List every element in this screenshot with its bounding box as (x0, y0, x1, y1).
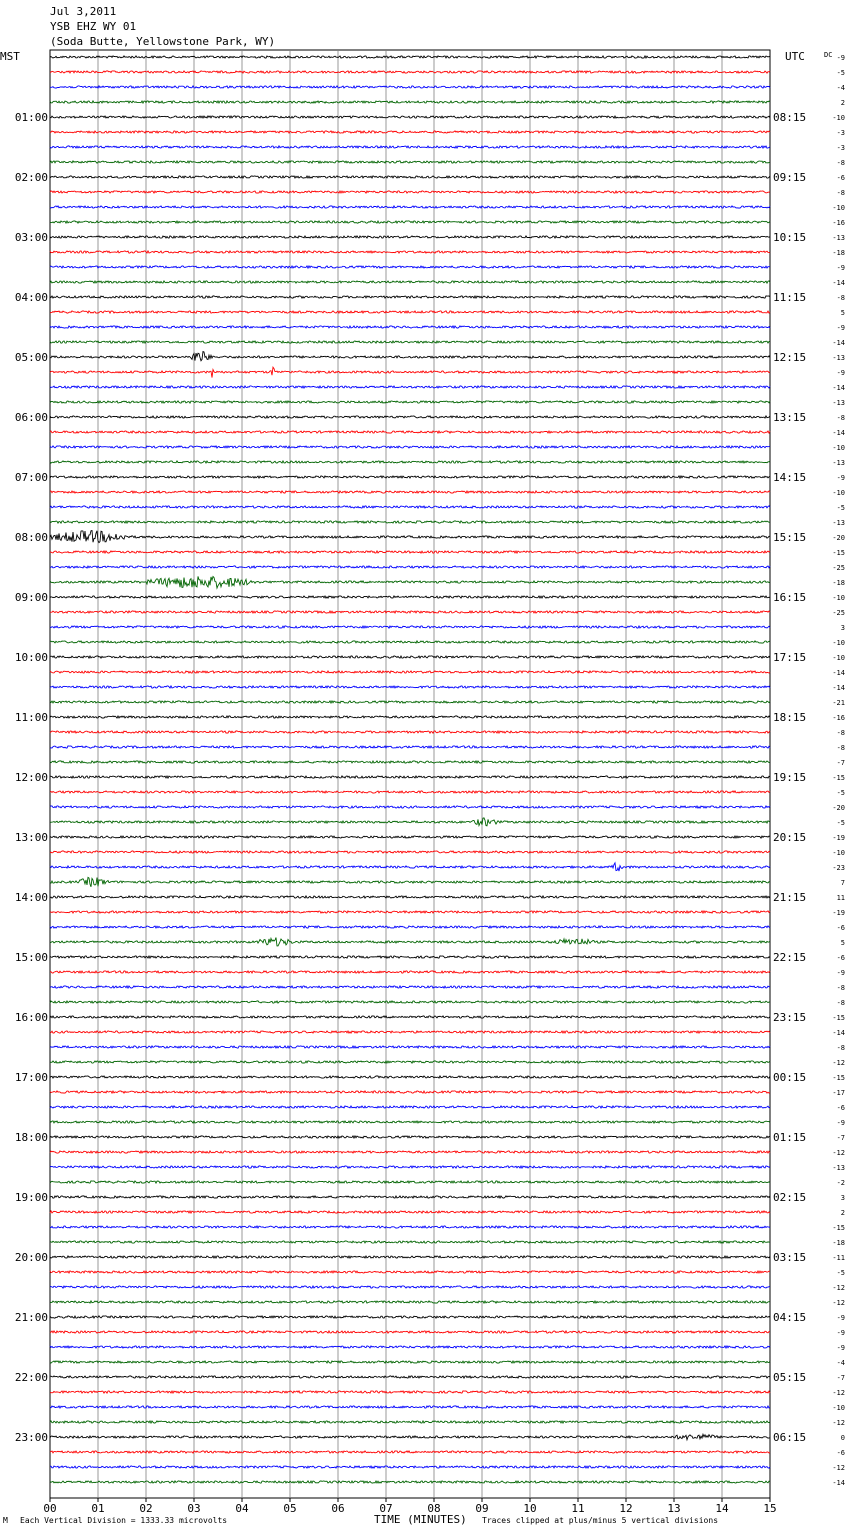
dc-offset-label: -12 (832, 1284, 845, 1292)
seismic-trace (50, 971, 770, 973)
mst-hour-label: 15:00 (14, 951, 48, 964)
dc-offset-label: -7 (836, 1134, 845, 1142)
dc-offset-label: -5 (836, 504, 845, 512)
dc-offset-label: -11 (832, 1254, 845, 1262)
utc-hour-label: 12:15 (773, 351, 807, 364)
dc-offset-label: -9 (836, 369, 845, 377)
dc-offset-label: -2 (836, 1179, 845, 1187)
dc-offset-label: -3 (836, 129, 845, 137)
station-location: (Soda Butte, Yellowstone Park, WY) (50, 35, 276, 48)
utc-hour-label: 23:15 (773, 1011, 807, 1024)
dc-offset-label: -8 (836, 189, 845, 197)
mst-hour-label: 13:00 (14, 831, 48, 844)
seismic-trace (50, 1046, 770, 1048)
dc-offset-label: -14 (832, 1479, 845, 1487)
mst-hour-label: 12:00 (14, 771, 48, 784)
seismic-trace (50, 1406, 770, 1408)
dc-offset-label: -5 (836, 789, 845, 797)
seismic-trace (50, 671, 770, 673)
dc-offset-label: -8 (836, 159, 845, 167)
seismic-trace (50, 116, 770, 118)
dc-axis-title: DC (824, 51, 833, 59)
seismic-trace (50, 926, 770, 928)
dc-offset-label: -8 (836, 744, 845, 752)
seismic-trace (50, 296, 770, 298)
seismic-trace (50, 596, 770, 598)
dc-offset-label: -13 (832, 354, 845, 362)
mst-hour-label: 21:00 (14, 1311, 48, 1324)
clip-note: Traces clipped at plus/minus 5 vertical divisions (482, 1516, 719, 1525)
dc-offset-label: -9 (836, 1119, 845, 1127)
seismic-trace (50, 476, 770, 478)
dc-offset-label: -21 (832, 699, 845, 707)
dc-offset-label: 5 (840, 309, 845, 317)
seismic-trace (50, 1434, 770, 1439)
dc-offset-label: -9 (836, 264, 845, 272)
seismic-trace (50, 686, 770, 688)
dc-offset-label: -23 (832, 864, 845, 872)
seismic-trace (50, 1166, 770, 1168)
mst-hour-label: 18:00 (14, 1131, 48, 1144)
utc-hour-label: 18:15 (773, 711, 807, 724)
seismic-trace (50, 352, 770, 361)
dc-offset-label: -6 (836, 924, 845, 932)
chart-date: Jul 3,2011 (50, 5, 117, 18)
x-axis-title: TIME (MINUTES) (374, 1513, 467, 1526)
mst-hour-label: 05:00 (14, 351, 48, 364)
x-tick-label: 05 (283, 1502, 297, 1515)
dc-offset-label: -10 (832, 1404, 845, 1412)
dc-offset-label: 5 (840, 939, 845, 947)
utc-hour-label: 03:15 (773, 1251, 807, 1264)
seismic-trace (50, 101, 770, 103)
dc-offset-label: 11 (836, 894, 845, 902)
mst-hour-label: 07:00 (14, 471, 48, 484)
seismic-trace (50, 818, 770, 826)
dc-offset-label: -10 (832, 204, 845, 212)
seismic-trace (50, 281, 770, 283)
dc-offset-label: -15 (832, 1014, 845, 1022)
seismic-trace (50, 938, 770, 946)
dc-offset-label: -3 (836, 144, 845, 152)
seismic-trace (50, 836, 770, 838)
x-tick-label: 11 (571, 1502, 585, 1515)
seismic-trace (50, 446, 770, 448)
dc-offset-label: -8 (836, 729, 845, 737)
mst-hour-label: 01:00 (14, 111, 48, 124)
seismic-trace (50, 251, 770, 253)
dc-offset-label: -10 (832, 114, 845, 122)
dc-offset-label: -15 (832, 1224, 845, 1232)
utc-hour-label: 21:15 (773, 891, 807, 904)
dc-offset-label: -8 (836, 999, 845, 1007)
seismic-trace (50, 1181, 770, 1183)
seismic-trace (50, 1271, 770, 1273)
x-tick-label: 13 (667, 1502, 681, 1515)
seismic-trace (50, 551, 770, 553)
dc-offset-label: -8 (836, 1044, 845, 1052)
dc-offset-label: -5 (836, 1269, 845, 1277)
mst-hour-label: 14:00 (14, 891, 48, 904)
seismic-trace (50, 341, 770, 343)
mst-hour-label: 06:00 (14, 411, 48, 424)
x-tick-label: 09 (475, 1502, 489, 1515)
dc-offset-label: -5 (836, 819, 845, 827)
seismic-trace (50, 506, 770, 508)
seismic-trace (50, 1031, 770, 1033)
utc-hour-label: 17:15 (773, 651, 807, 664)
dc-offset-label: -15 (832, 549, 845, 557)
utc-hour-label: 06:15 (773, 1431, 807, 1444)
dc-offset-label: -14 (832, 339, 845, 347)
dc-offset-label: -18 (832, 249, 845, 257)
dc-offset-label: -6 (836, 954, 845, 962)
dc-offset-label: -10 (832, 654, 845, 662)
seismic-trace (50, 641, 770, 643)
dc-offset-label: -12 (832, 1389, 845, 1397)
seismic-trace (50, 863, 770, 871)
dc-offset-label: -10 (832, 444, 845, 452)
x-tick-label: 14 (715, 1502, 729, 1515)
seismic-trace (50, 791, 770, 793)
dc-offset-label: -13 (832, 234, 845, 242)
utc-hour-label: 14:15 (773, 471, 807, 484)
mst-hour-label: 19:00 (14, 1191, 48, 1204)
seismic-trace (50, 1091, 770, 1093)
seismic-trace (50, 521, 770, 523)
dc-offset-label: -20 (832, 804, 845, 812)
dc-offset-label: -12 (832, 1149, 845, 1157)
seismic-trace (50, 131, 770, 133)
dc-offset-label: -12 (832, 1464, 845, 1472)
dc-offset-label: -10 (832, 639, 845, 647)
dc-offset-label: -25 (832, 609, 845, 617)
dc-offset-label: -13 (832, 1164, 845, 1172)
seismic-trace (50, 1466, 770, 1468)
seismic-trace (50, 236, 770, 238)
seismic-trace (50, 956, 770, 958)
x-tick-label: 04 (235, 1502, 249, 1515)
dc-offset-label: -18 (832, 579, 845, 587)
dc-offset-label: -12 (832, 1059, 845, 1067)
x-tick-label: 03 (187, 1502, 201, 1515)
dc-offset-label: -14 (832, 1029, 845, 1037)
seismic-trace (50, 806, 770, 808)
seismic-trace (50, 401, 770, 403)
dc-offset-label: -5 (836, 69, 845, 77)
x-tick-label: 12 (619, 1502, 633, 1515)
dc-offset-label: -13 (832, 519, 845, 527)
mst-hour-label: 23:00 (14, 1431, 48, 1444)
dc-offset-label: 3 (840, 624, 845, 632)
seismic-trace (50, 611, 770, 613)
seismic-trace (50, 531, 770, 543)
dc-offset-label: -8 (836, 294, 845, 302)
seismic-trace (50, 431, 770, 433)
dc-offset-label: 0 (840, 1434, 845, 1442)
seismic-trace (50, 146, 770, 148)
seismic-trace (50, 1361, 770, 1363)
seismic-trace (50, 1286, 770, 1288)
x-tick-label: 15 (763, 1502, 777, 1515)
dc-offset-label: -12 (832, 1419, 845, 1427)
dc-offset-label: -10 (832, 489, 845, 497)
seismic-trace (50, 416, 770, 418)
utc-axis-title: UTC (785, 50, 805, 63)
seismic-trace (50, 1211, 770, 1213)
dc-offset-label: -12 (832, 1299, 845, 1307)
dc-offset-label: -14 (832, 429, 845, 437)
dc-offset-label: -10 (832, 849, 845, 857)
utc-hour-label: 10:15 (773, 231, 807, 244)
seismic-trace (50, 626, 770, 628)
seismic-trace (50, 1391, 770, 1393)
x-tick-label: 02 (139, 1502, 153, 1515)
seismic-trace (50, 266, 770, 268)
seismic-trace (50, 1076, 770, 1078)
utc-hour-label: 02:15 (773, 1191, 807, 1204)
seismic-trace (50, 71, 770, 73)
dc-offset-label: -20 (832, 534, 845, 542)
seismic-trace (50, 746, 770, 748)
dc-offset-label: -9 (836, 474, 845, 482)
footer-mark: M (3, 1516, 8, 1525)
seismic-trace (50, 311, 770, 313)
seismic-trace (50, 191, 770, 193)
seismic-trace (50, 206, 770, 208)
seismic-trace (50, 731, 770, 733)
utc-hour-label: 04:15 (773, 1311, 807, 1324)
seismic-trace (50, 176, 770, 178)
mst-hour-label: 03:00 (14, 231, 48, 244)
utc-hour-label: 20:15 (773, 831, 807, 844)
dc-offset-label: -19 (832, 834, 845, 842)
seismic-trace (50, 1151, 770, 1153)
dc-offset-label: -9 (836, 1329, 845, 1337)
dc-offset-label: -14 (832, 279, 845, 287)
utc-hour-label: 08:15 (773, 111, 807, 124)
seismic-trace (50, 461, 770, 463)
seismic-trace (50, 716, 770, 718)
seismic-trace (50, 1016, 770, 1018)
seismic-trace (50, 326, 770, 328)
dc-offset-label: -18 (832, 1239, 845, 1247)
dc-offset-label: -9 (836, 324, 845, 332)
mst-hour-label: 09:00 (14, 591, 48, 604)
dc-offset-label: -13 (832, 459, 845, 467)
mst-hour-label: 04:00 (14, 291, 48, 304)
utc-hour-label: 09:15 (773, 171, 807, 184)
dc-offset-label: -4 (836, 84, 845, 92)
x-tick-label: 00 (43, 1502, 57, 1515)
dc-offset-label: -6 (836, 174, 845, 182)
dc-offset-label: -16 (832, 219, 845, 227)
seismic-trace (50, 1316, 770, 1318)
x-tick-label: 10 (523, 1502, 537, 1515)
seismic-trace (50, 367, 770, 377)
dc-offset-label: -15 (832, 774, 845, 782)
mst-hour-label: 08:00 (14, 531, 48, 544)
dc-offset-label: -19 (832, 909, 845, 917)
mst-hour-label: 11:00 (14, 711, 48, 724)
seismic-trace (50, 1136, 770, 1138)
dc-offset-label: -25 (832, 564, 845, 572)
seismic-trace (50, 86, 770, 88)
dc-offset-label: -14 (832, 684, 845, 692)
x-tick-label: 07 (379, 1502, 393, 1515)
utc-hour-label: 13:15 (773, 411, 807, 424)
dc-offset-label: 3 (840, 1194, 845, 1202)
seismic-trace (50, 161, 770, 163)
dc-offset-label: -14 (832, 669, 845, 677)
seismic-trace (50, 896, 770, 898)
seismic-trace (50, 221, 770, 223)
dc-offset-label: -16 (832, 714, 845, 722)
dc-offset-label: -7 (836, 1374, 845, 1382)
mst-hour-label: 20:00 (14, 1251, 48, 1264)
utc-hour-label: 05:15 (773, 1371, 807, 1384)
scale-note: Each Vertical Division = 1333.33 microvolts (20, 1516, 228, 1525)
seismic-trace (50, 1226, 770, 1228)
seismic-trace (50, 1346, 770, 1348)
seismic-trace (50, 1451, 770, 1453)
seismic-trace (50, 911, 770, 913)
seismic-trace (50, 656, 770, 658)
seismic-trace (50, 1241, 770, 1243)
dc-offset-label: 7 (840, 879, 845, 887)
dc-offset-label: -14 (832, 384, 845, 392)
seismic-trace (50, 1001, 770, 1003)
utc-hour-label: 16:15 (773, 591, 807, 604)
dc-offset-label: 2 (840, 99, 845, 107)
seismic-trace (50, 1301, 770, 1303)
seismic-trace (50, 1256, 770, 1258)
station-code: YSB EHZ WY 01 (50, 20, 137, 33)
utc-hour-label: 15:15 (773, 531, 807, 544)
utc-hour-label: 01:15 (773, 1131, 807, 1144)
seismic-trace (50, 576, 770, 588)
seismic-trace (50, 851, 770, 853)
dc-offset-label: -8 (836, 984, 845, 992)
mst-hour-label: 02:00 (14, 171, 48, 184)
seismic-trace (50, 1106, 770, 1108)
dc-offset-label: 2 (840, 1209, 845, 1217)
seismic-trace (50, 491, 770, 493)
dc-offset-label: -9 (836, 54, 845, 62)
seismic-trace (50, 386, 770, 388)
seismic-trace (50, 1196, 770, 1198)
mst-hour-label: 17:00 (14, 1071, 48, 1084)
x-tick-label: 01 (91, 1502, 105, 1515)
x-tick-label: 08 (427, 1502, 441, 1515)
mst-hour-label: 22:00 (14, 1371, 48, 1384)
dc-offset-label: -9 (836, 1314, 845, 1322)
seismic-trace (50, 1121, 770, 1123)
seismic-trace (50, 1061, 770, 1063)
dc-offset-label: -6 (836, 1104, 845, 1112)
dc-offset-label: -10 (832, 594, 845, 602)
dc-offset-label: -13 (832, 399, 845, 407)
seismic-trace (50, 1331, 770, 1333)
utc-hour-label: 22:15 (773, 951, 807, 964)
dc-offset-label: -9 (836, 1344, 845, 1352)
dc-offset-label: -15 (832, 1074, 845, 1082)
seismic-trace (50, 1421, 770, 1423)
dc-offset-label: -7 (836, 759, 845, 767)
dc-offset-label: -6 (836, 1449, 845, 1457)
utc-hour-label: 11:15 (773, 291, 807, 304)
seismic-trace (50, 566, 770, 568)
seismic-trace (50, 701, 770, 703)
dc-offset-label: -17 (832, 1089, 845, 1097)
seismic-trace (50, 877, 770, 886)
seismic-trace (50, 1376, 770, 1378)
dc-offset-label: -4 (836, 1359, 845, 1367)
seismic-trace (50, 776, 770, 778)
seismic-trace (50, 986, 770, 988)
seismic-trace (50, 761, 770, 763)
mst-hour-label: 10:00 (14, 651, 48, 664)
dc-offset-label: -9 (836, 969, 845, 977)
utc-hour-label: 19:15 (773, 771, 807, 784)
dc-offset-label: -8 (836, 414, 845, 422)
seismic-trace (50, 56, 770, 58)
seismic-trace (50, 1481, 770, 1483)
mst-axis-title: MST (0, 50, 20, 63)
x-tick-label: 06 (331, 1502, 345, 1515)
utc-hour-label: 00:15 (773, 1071, 807, 1084)
mst-hour-label: 16:00 (14, 1011, 48, 1024)
